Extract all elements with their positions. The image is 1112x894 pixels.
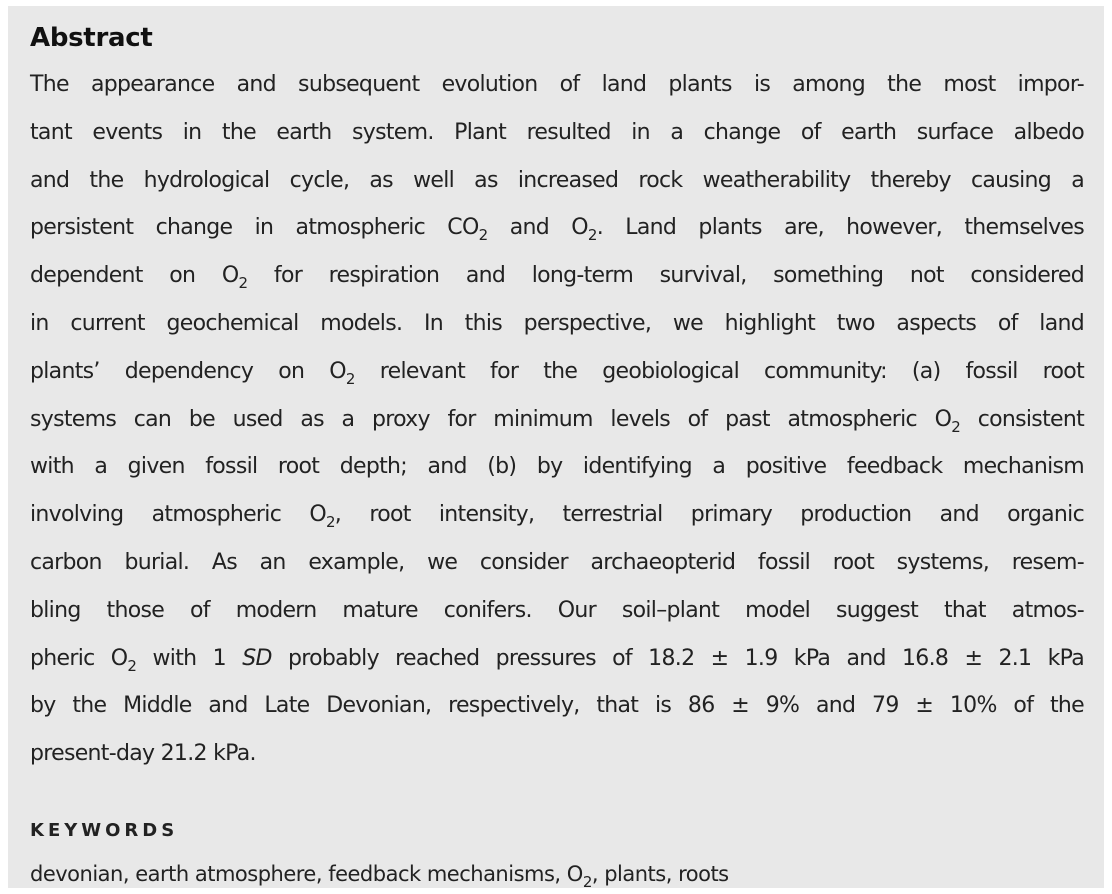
abstract-line: and the hydrological cycle, as well as increased rock weatherability thereby causing a [30, 167, 1084, 193]
abstract-line: systems can be used as a proxy for minimum levels of past atmospheric $O_2$ consistent [30, 406, 1084, 436]
abstract-line: involving atmospheric $O_2$, root intensity, terrestrial primary production and organic [30, 502, 1084, 532]
italic-term: SD [242, 645, 272, 671]
keywords-text: devonian, earth atmosphere, feedback mechanisms, $O_2$, plants, roots [30, 861, 729, 891]
abstract-line: dependent on $O_2$ for respiration and long-term survival, something not considered [30, 263, 1085, 293]
subscript: 2 [951, 417, 961, 436]
abstract-line: by the Middle and Late Devonian, respectively, that is 86 ± 9% and 79 ± 10% of the [30, 693, 1084, 719]
abstract-heading: Abstract [30, 23, 153, 53]
subscript: 2 [582, 872, 592, 891]
abstract-line: pheric $O_2$ with 1 SD probably reached pressures of 18.2 ± 1.9 kPa and 16.8 ± 2.1 kPa [30, 645, 1084, 675]
subscript: 2 [587, 226, 597, 245]
abstract-line: The appearance and subsequent evolution of land plants is among the most impor- [30, 72, 1084, 97]
subscript: 2 [238, 274, 248, 293]
abstract-line: carbon burial. As an example, we consider archaeopterid fossil root systems, resem- [30, 549, 1084, 575]
abstract-line: bling those of modern mature conifers. Our soil–plant model suggest that atmos- [30, 597, 1084, 623]
abstract-line: present-day 21.2 kPa. [30, 741, 256, 767]
subscript: 2 [325, 513, 335, 532]
abstract-line: in current geochemical models. In this perspective, we highlight two aspects of land [30, 310, 1084, 336]
keywords-label: KEYWORDS [30, 819, 179, 841]
abstract-box [8, 6, 1104, 891]
abstract-line: with a given fossil root depth; and (b) by identifying a positive feedback mechanism [30, 454, 1084, 480]
subscript: 2 [478, 226, 488, 245]
abstract-line: plants’ dependency on $O_2$ relevant for the geobiological community: (a) fossil root [30, 358, 1084, 388]
abstract-line: persistent change in atmospheric $CO_2$ and $O_2$. Land plants are, however, themselves [30, 215, 1085, 245]
subscript: 2 [127, 656, 137, 675]
subscript: 2 [345, 369, 355, 388]
abstract-body [30, 61, 1084, 778]
abstract-line: tant events in the earth system. Plant resulted in a change of earth surface albedo [30, 119, 1084, 145]
